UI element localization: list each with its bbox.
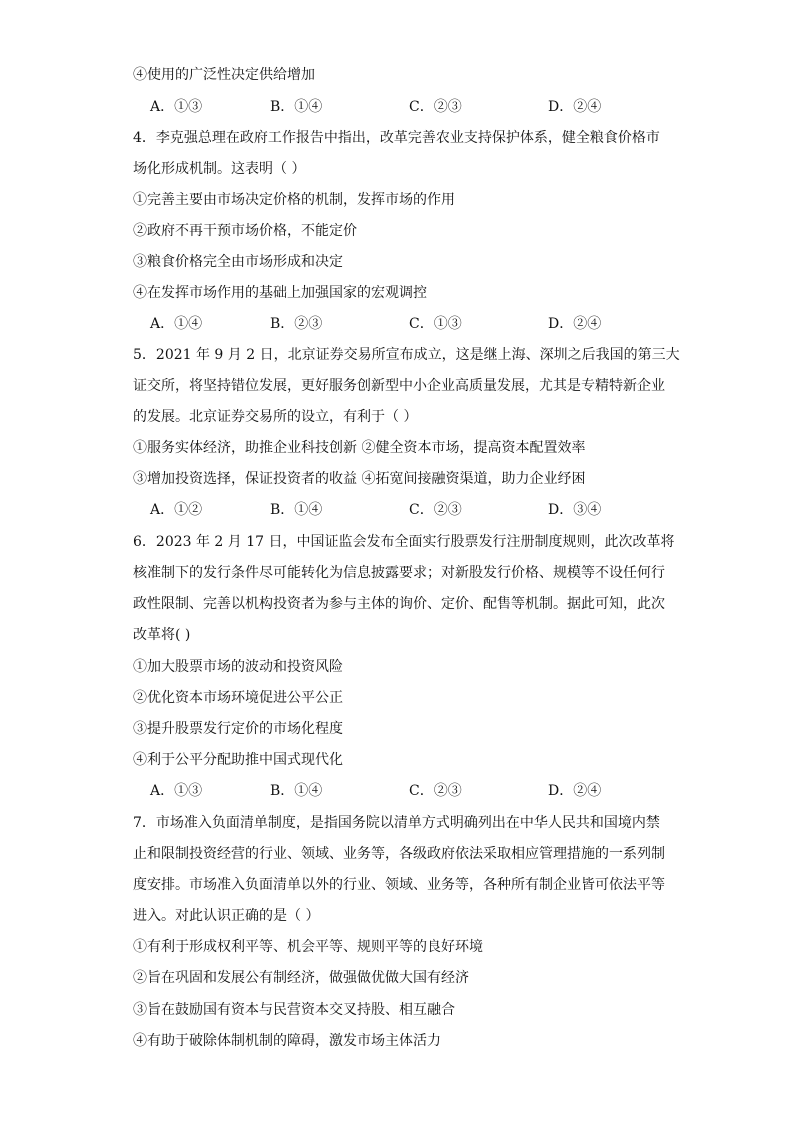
- q7-statement-4: ④有助于破除体制机制的障碍，激发市场主体活力: [133, 1033, 441, 1049]
- q3-option-c: C．②③: [409, 99, 462, 115]
- q4-option-d: D．②④: [548, 316, 602, 332]
- q6-option-a: A．①③: [150, 783, 203, 799]
- q4-option-a: A．①④: [150, 316, 203, 332]
- q6-option-d: D．②④: [548, 783, 602, 799]
- q5-statement-row-2: ③增加投资选择，保证投资者的收益 ④拓宽间接融资渠道，助力企业纾困: [133, 471, 586, 487]
- q5-stem-line-2: 证交所，将坚持错位发展，更好服务创新型中小企业高质量发展，尤其是专精特新企业: [133, 378, 665, 394]
- q6-statement-4: ④利于公平分配助推中国式现代化: [133, 752, 343, 768]
- q3-statement-4: ④使用的广泛性决定供给增加: [133, 67, 315, 83]
- q7-statement-1: ①有利于形成权利平等、机会平等、规则平等的良好环境: [133, 939, 483, 955]
- q4-stem-line-1: 4．李克强总理在政府工作报告中指出，改革完善农业支持保护体系，健全粮食价格市: [133, 130, 660, 146]
- q6-option-c: C．②③: [409, 783, 462, 799]
- q5-option-c: C．②③: [409, 502, 462, 518]
- q6-statement-1: ①加大股票市场的波动和投资风险: [133, 659, 343, 675]
- q5-statement-row-1: ①服务实体经济，助推企业科技创新 ②健全资本市场，提高资本配置效率: [133, 440, 586, 456]
- q6-stem-line-2: 核准制下的发行条件尽可能转化为信息披露要求；对新股发行价格、规模等不设任何行: [133, 565, 665, 581]
- q5-stem-line-1: 5．2021 年 9 月 2 日，北京证券交易所宣布成立，这是继上海、深圳之后我国的第三大: [133, 347, 680, 363]
- q4-statement-1: ①完善主要由市场决定价格的机制，发挥市场的作用: [133, 192, 455, 208]
- q4-statement-3: ③粮食价格完全由市场形成和决定: [133, 254, 343, 270]
- q3-option-a: A．①③: [150, 99, 203, 115]
- q3-option-b: B．①④: [270, 99, 323, 115]
- q4-statement-4: ④在发挥市场作用的基础上加强国家的宏观调控: [133, 285, 427, 301]
- q6-stem-line-4: 改革将( ): [133, 627, 191, 643]
- q6-option-b: B．①④: [270, 783, 323, 799]
- q6-statement-3: ③提升股票发行定价的市场化程度: [133, 721, 343, 737]
- q4-option-c: C．①③: [409, 316, 462, 332]
- q6-stem-line-3: 政性限制、完善以机构投资者为参与主体的询价、定价、配售等机制。据此可知，此次: [133, 596, 665, 612]
- q7-statement-3: ③旨在鼓励国有资本与民营资本交叉持股、相互融合: [133, 1002, 455, 1018]
- q5-option-a: A．①②: [150, 502, 203, 518]
- q7-stem-line-4: 进入。对此认识正确的是（ ）: [133, 908, 320, 924]
- q7-stem-line-1: 7．市场准入负面清单制度，是指国务院以清单方式明确列出在中华人民共和国境内禁: [133, 815, 660, 831]
- q6-stem-line-1: 6．2023 年 2 月 17 日，中国证监会发布全面实行股票发行注册制度规则，此次改革将: [133, 534, 675, 550]
- q4-stem-line-2: 场化形成机制。这表明（ ）: [133, 161, 306, 177]
- q3-option-d: D．②④: [548, 99, 602, 115]
- q6-statement-2: ②优化资本市场环境促进公平公正: [133, 690, 343, 706]
- q5-stem-line-3: 的发展。北京证券交易所的设立，有利于（ ）: [133, 409, 418, 425]
- q5-option-d: D．③④: [548, 502, 602, 518]
- q5-option-b: B．①④: [270, 502, 323, 518]
- q4-statement-2: ②政府不再干预市场价格，不能定价: [133, 223, 357, 239]
- q7-statement-2: ②旨在巩固和发展公有制经济，做强做优做大国有经济: [133, 970, 469, 986]
- q4-option-b: B．②③: [270, 316, 323, 332]
- q7-stem-line-3: 度安排。市场准入负面清单以外的行业、领域、业务等，各种所有制企业皆可依法平等: [133, 877, 665, 893]
- q7-stem-line-2: 止和限制投资经营的行业、领域、业务等，各级政府依法采取相应管理措施的一系列制: [133, 846, 665, 862]
